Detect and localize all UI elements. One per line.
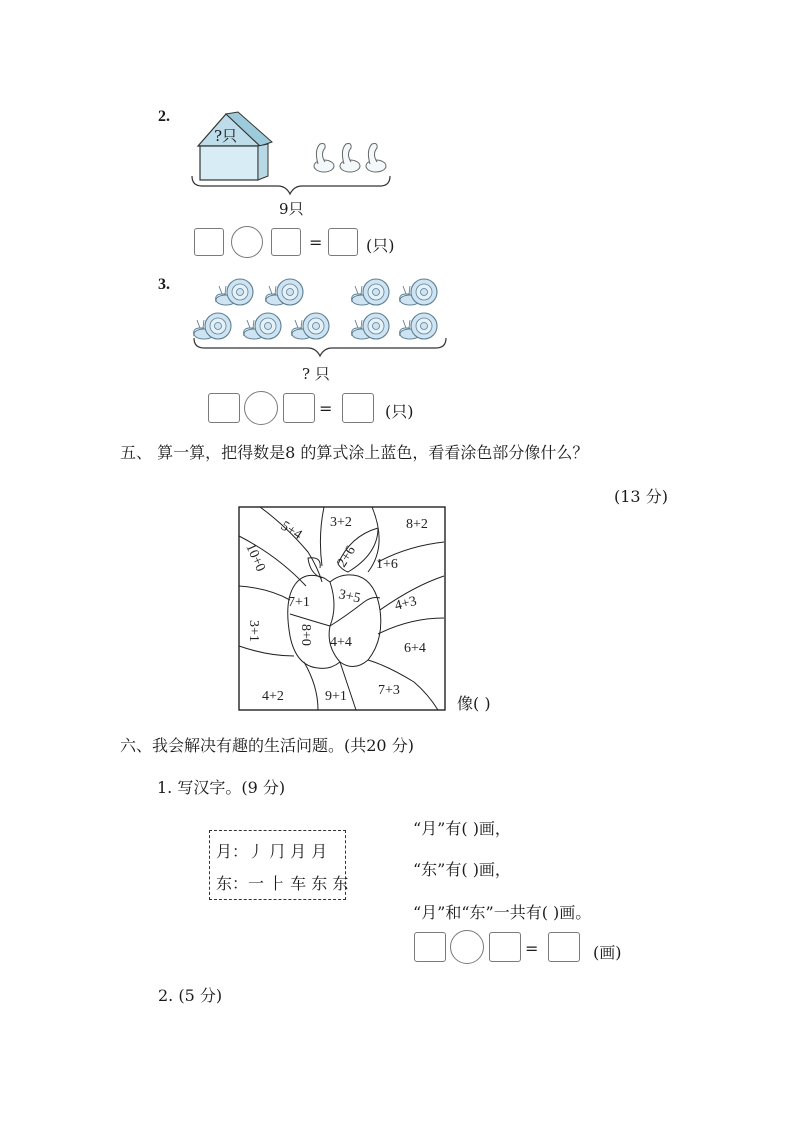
cell-label: 9+1 [325,689,347,704]
answer-box[interactable] [548,932,580,962]
cell-label: 1+6 [376,557,398,572]
operator-circle[interactable] [244,391,278,425]
answer-box[interactable] [194,228,224,256]
stroke-question-total[interactable]: “月”和“东”一共有( )画。 [413,903,592,922]
section-6-q1-title: 1. 写汉字。(9 分) [157,778,286,797]
cell-label: 5+4 [277,518,305,544]
stroke-order-dong: 东：一 ⺊ 车 东 东 [216,874,349,893]
answer-box[interactable] [414,932,446,962]
cell-label: 3+2 [330,515,352,530]
snails-illustration [186,270,450,362]
brace-label-question: ? 只 [302,365,330,383]
stroke-question-yue[interactable]: “月”有( )画， [413,819,511,838]
equals-sign: = [525,939,539,958]
operator-circle[interactable] [450,930,484,964]
coloring-puzzle [238,506,448,712]
section-5-title: 五、 算一算，把得数是8 的算式涂上蓝色，看看涂色部分像什么？ [120,443,589,462]
section-6-q2-title: 2. (5 分) [158,986,223,1005]
stroke-question-dong[interactable]: “东”有( )画， [413,860,511,879]
cell-label: 4+3 [393,594,419,614]
question-number-3: 3. [158,276,170,293]
question-number-2: 2. [158,108,170,125]
stroke-order-yue: 月：丿 ⺆ 月 月 [216,842,328,861]
cell-label: 4+4 [330,635,352,650]
section-5-score: (13 分) [614,487,668,506]
answer-box[interactable] [342,393,374,423]
unit-label: (只) [366,236,395,255]
unit-label: (只) [385,402,414,421]
answer-box[interactable] [489,932,521,962]
answer-box[interactable] [271,228,301,256]
section-5-answer[interactable]: 像( ) [457,694,491,713]
brace-label-total: 9只 [279,200,304,218]
answer-box[interactable] [328,228,358,256]
house-icon [198,112,272,180]
cell-label: 8+0 [298,624,313,646]
cell-label: 7+3 [378,683,400,698]
section-6-title: 六、我会解决有趣的生活问题。(共20 分) [120,736,414,755]
operator-circle[interactable] [231,226,263,258]
cell-label: 4+2 [262,689,284,704]
stroke-order-box [209,830,349,900]
cell-label: 6+4 [404,641,426,656]
cell-label: 10+0 [242,541,268,575]
equals-sign: = [319,399,333,418]
equals-sign: = [309,233,323,252]
answer-box[interactable] [208,393,240,423]
goose-icon [314,144,386,173]
house-label: ?只 [214,127,238,145]
snail-icon [194,279,437,339]
cell-label: 2+6 [334,543,360,571]
cell-label: 8+2 [406,517,428,532]
cell-label: 7+1 [288,595,310,610]
cell-label: 3+1 [246,620,261,642]
unit-label: (画) [593,943,622,962]
brace-line [194,338,446,356]
answer-box[interactable] [283,393,315,423]
cell-label: 3+5 [337,587,362,607]
